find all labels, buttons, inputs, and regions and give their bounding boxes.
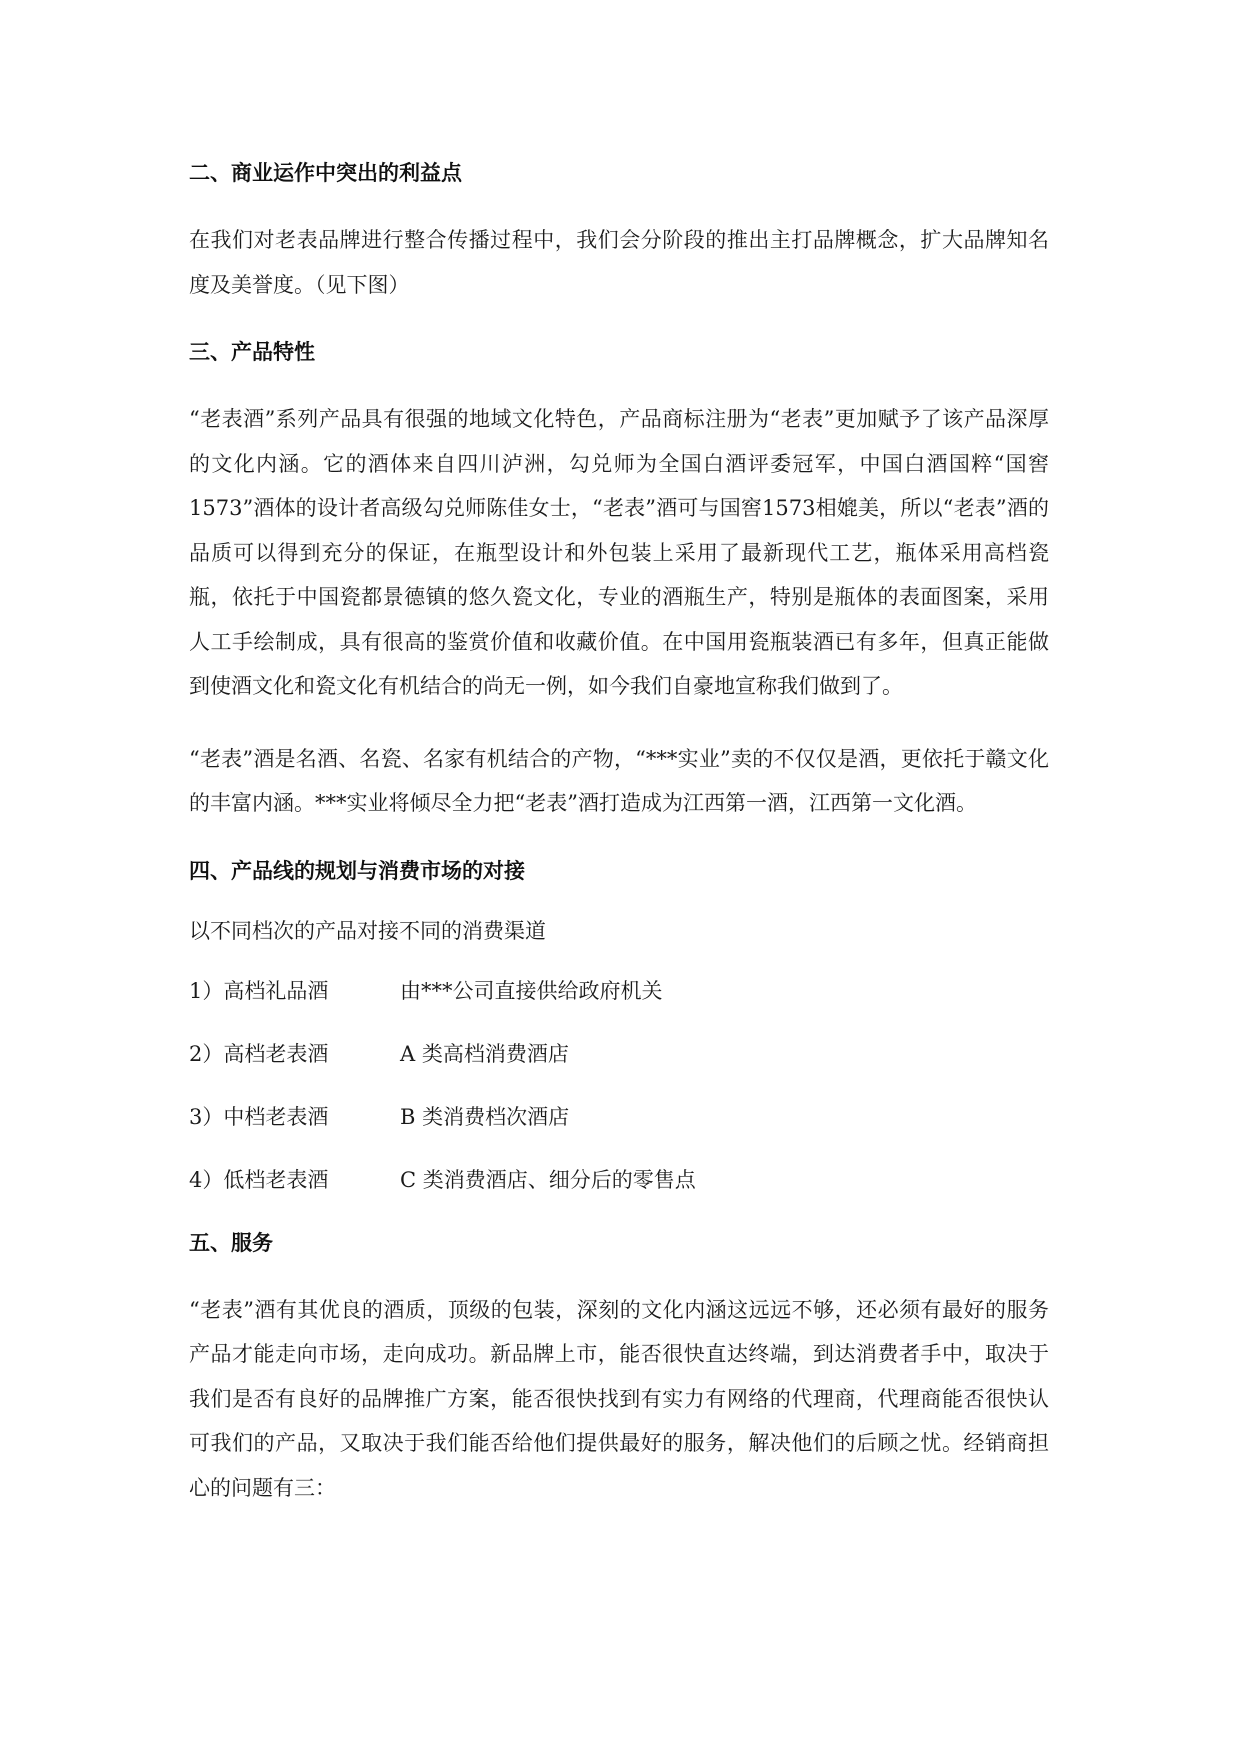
list-item xyxy=(189,1039,1049,1069)
section-heading-product-features: 三、产品特性 xyxy=(189,340,315,364)
paragraph-product-features-1: “老表酒”系列产品具有很强的地域文化特色，产品商标注册为“老表”更加赋予了该产品深厚的文化内涵。它的酒体来自四川泸洲，勾兑师为全国白酒评委冠军，中国白酒国粹“国窖1573”酒体的设计者高级勾兑师陈佳女士，“老表”酒可与国窖1573相媲美，所以“老表”酒的品质可以得到充分的保证，在瓶型设计和外包装上采用了最新现代工艺，瓶体采用高档瓷瓶，依托于中国瓷都景德镇的悠久瓷文化，专业的酒瓶生产，特别是瓶体的表面图案，采用人工手绘制成，具有很高的鉴赏价值和收藏价值。在中国用瓷瓶装酒已有多年，但真正能做到使酒文化和瓷文化有机结合的尚无一例，如今我们自豪地宣称我们做到了。 xyxy=(189,407,1049,698)
section-heading-product-line: 四、产品线的规划与消费市场的对接 xyxy=(189,858,525,883)
paragraph-benefits: 在我们对老表品牌进行整合传播过程中，我们会分阶段的推出主打品牌概念，扩大品牌知名度及美誉度。（见下图） xyxy=(189,228,1049,297)
product-channel: A 类高档消费酒店 xyxy=(400,1041,569,1066)
product-tier-label: 1）高档礼品酒 xyxy=(189,978,329,1003)
document-page xyxy=(189,158,1049,1510)
paragraph-product-line-intro: 以不同档次的产品对接不同的消费渠道 xyxy=(189,918,546,943)
list-item xyxy=(189,976,1049,1006)
product-tier-label: 3）中档老表酒 xyxy=(189,1104,329,1129)
product-tier-label: 2）高档老表酒 xyxy=(189,1041,329,1066)
section-heading-service: 五、服务 xyxy=(189,1230,273,1255)
product-channel: B 类消费档次酒店 xyxy=(400,1104,570,1129)
section-heading-benefits: 二、商业运作中突出的利益点 xyxy=(189,161,462,185)
list-item xyxy=(189,1165,1049,1195)
product-tier-label: 4）低档老表酒 xyxy=(189,1167,329,1192)
product-channel: C 类消费酒店、细分后的零售点 xyxy=(400,1167,696,1192)
paragraph-product-features-2: “老表”酒是名酒、名瓷、名家有机结合的产物，“***实业”卖的不仅仅是酒，更依托于赣文化的丰富内涵。***实业将倾尽全力把“老表”酒打造成为江西第一酒，江西第一文化酒。 xyxy=(189,746,1049,815)
product-channel: 由***公司直接供给政府机关 xyxy=(400,978,663,1003)
paragraph-service: “老表”酒有其优良的酒质，顶级的包装，深刻的文化内涵这远远不够，还必须有最好的服务产品才能走向市场，走向成功。新品牌上市，能否很快直达终端，到达消费者手中，取决于我们是否有良好的品牌推广方案，能否很快找到有实力有网络的代理商，代理商能否很快认可我们的产品，又取决于我们能否给他们提供最好的服务，解决他们的后顾之忧。经销商担心的问题有三： xyxy=(189,1297,1049,1500)
list-item xyxy=(189,1102,1049,1132)
